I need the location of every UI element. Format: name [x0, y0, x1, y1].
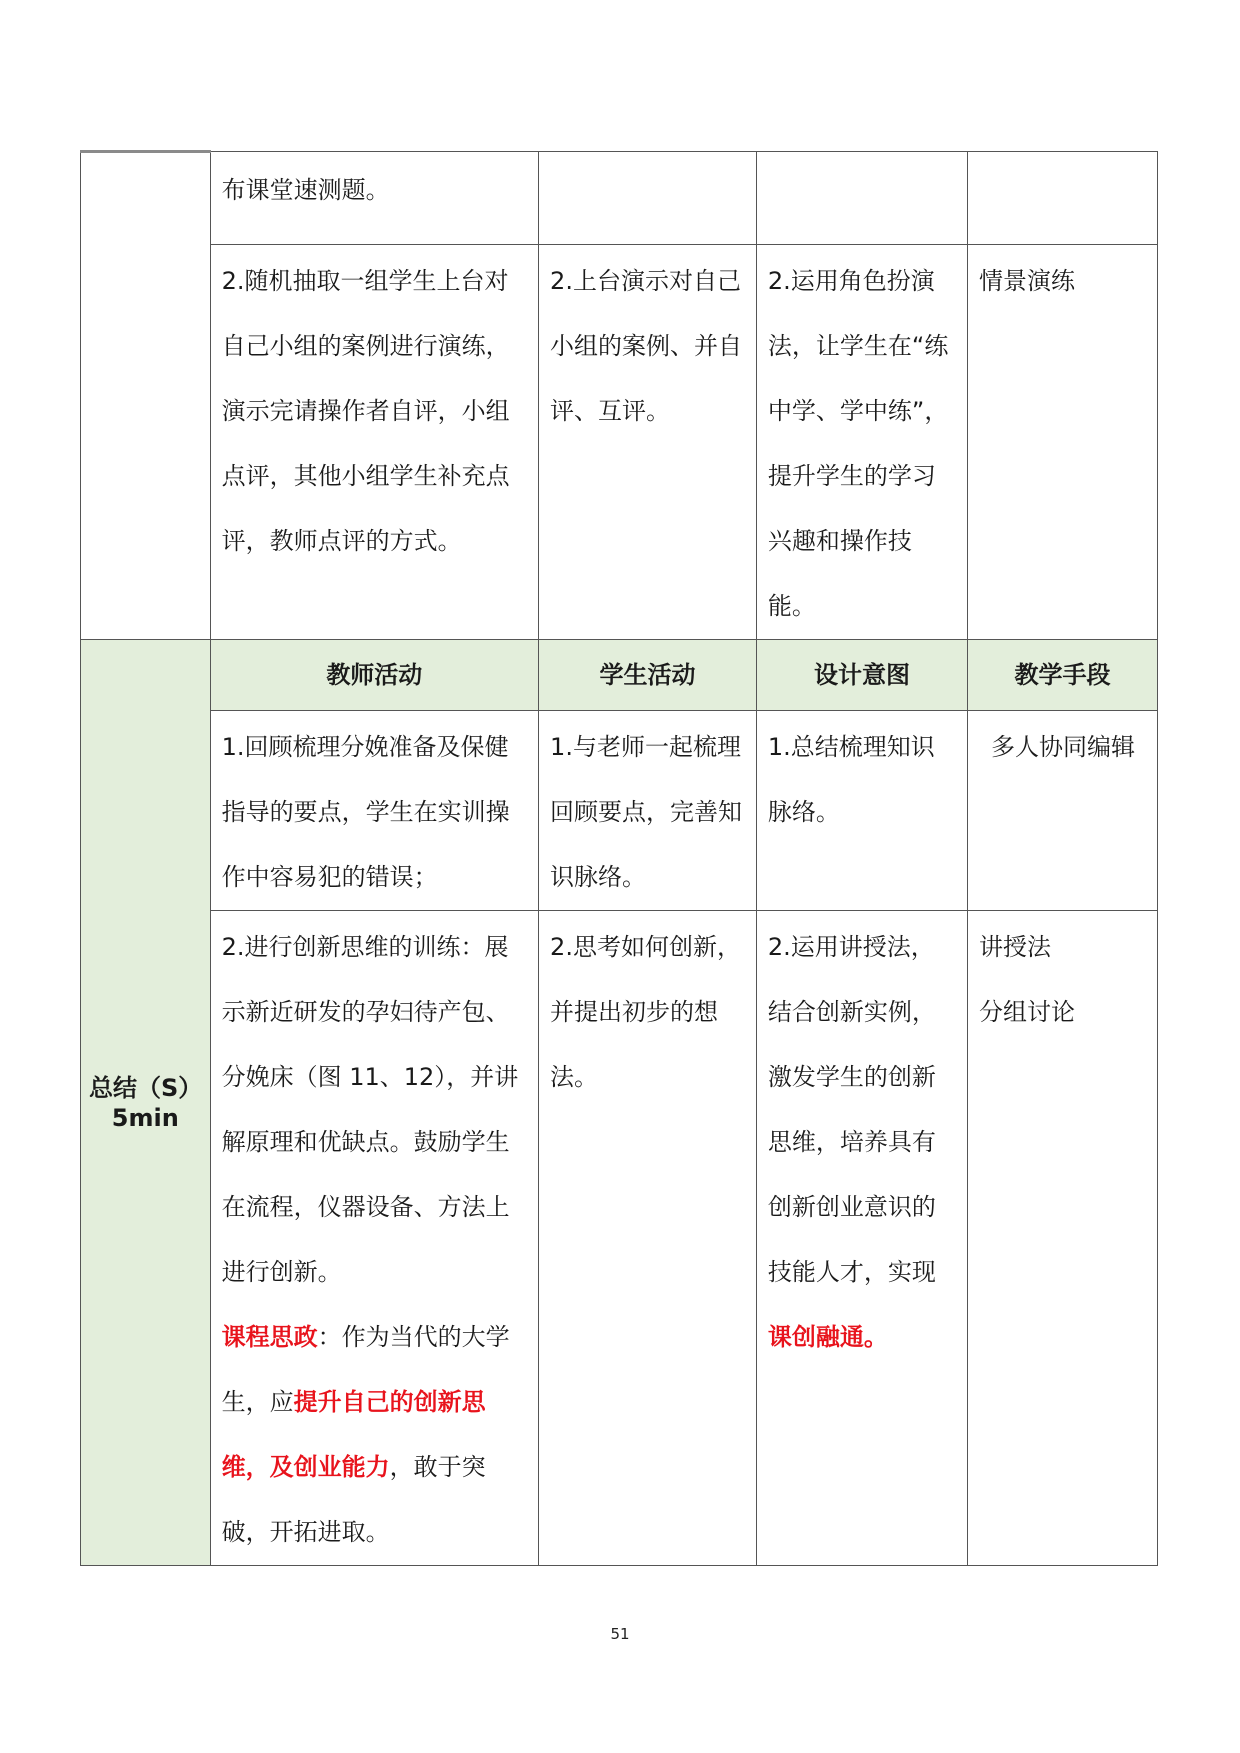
- teaching-means-item: 讲授法: [979, 933, 1052, 961]
- table-row: [81, 152, 1158, 245]
- teaching-means-cell: 情景演练: [968, 245, 1158, 640]
- student-activity-cell: 2.思考如何创新，并提出初步的想法。: [539, 911, 757, 1566]
- header-teacher-activity: 教师活动: [210, 640, 538, 711]
- table-row: [81, 711, 1158, 911]
- teacher-activity-text: 2.进行创新思维的训练：展示新近研发的孕妇待产包、分娩床（图 11、12），并讲解原理和优缺点。鼓励学生在流程，仪器设备、方法上进行创新。: [221, 933, 519, 1286]
- teacher-activity-cell: 1.回顾梳理分娩准备及保健指导的要点，学生在实训操作中容易犯的错误；: [210, 711, 538, 911]
- student-activity-cell: [539, 152, 757, 245]
- ideology-text: ：作为当代的大学生，应: [221, 1323, 510, 1416]
- ideology-tail: ，敢于突破，开拓进取。: [221, 1453, 486, 1546]
- stage-cell-summary: [81, 640, 211, 1566]
- header-student-activity: 学生活动: [539, 640, 757, 711]
- design-intent-text: 2.运用讲授法，结合创新实例，激发学生的创新思维，培养具有创新创业意识的技能人才，实现: [767, 933, 936, 1286]
- table-row: [81, 911, 1158, 1566]
- stage-cell-previous: [81, 152, 211, 640]
- lesson-plan-table: [80, 150, 1158, 1566]
- teacher-activity-cell: [210, 911, 538, 1566]
- header-teaching-means: 教学手段: [968, 640, 1158, 711]
- teaching-means-cell: [968, 911, 1158, 1566]
- teacher-activity-cell: 2.随机抽取一组学生上台对自己小组的案例进行演练，演示完请操作者自评，小组点评，其他小组学生补充点评，教师点评的方式。: [210, 245, 538, 640]
- teaching-means-cell: 多人协同编辑: [968, 711, 1158, 911]
- teaching-means-item: 分组讨论: [979, 998, 1076, 1026]
- student-activity-cell: 2.上台演示对自己小组的案例、并自评、互评。: [539, 245, 757, 640]
- stage-time: 5min: [111, 1103, 179, 1132]
- ideology-label: 课程思政: [221, 1323, 318, 1351]
- design-intent-cell: 1.总结梳理知识脉络。: [756, 711, 967, 911]
- design-intent-cell: [756, 911, 967, 1566]
- teacher-activity-cell: 布课堂速测题。: [210, 152, 538, 245]
- design-intent-cell: [756, 152, 967, 245]
- design-intent-cell: 2.运用角色扮演法，让学生在“练中学、学中练”，提升学生的学习兴趣和操作技能。: [756, 245, 967, 640]
- teaching-means-cell: [968, 152, 1158, 245]
- ideology-highlight: 提升自己的创新思维，及创业能力: [221, 1388, 486, 1481]
- design-intent-highlight: 课创融通。: [767, 1323, 888, 1351]
- table-header-row: [81, 640, 1158, 711]
- stage-label: 总结（S）: [89, 1073, 203, 1102]
- page-number: 51: [610, 1625, 630, 1643]
- table-row: [81, 245, 1158, 640]
- student-activity-cell: 1.与老师一起梳理回顾要点，完善知识脉络。: [539, 711, 757, 911]
- header-design-intent: 设计意图: [756, 640, 967, 711]
